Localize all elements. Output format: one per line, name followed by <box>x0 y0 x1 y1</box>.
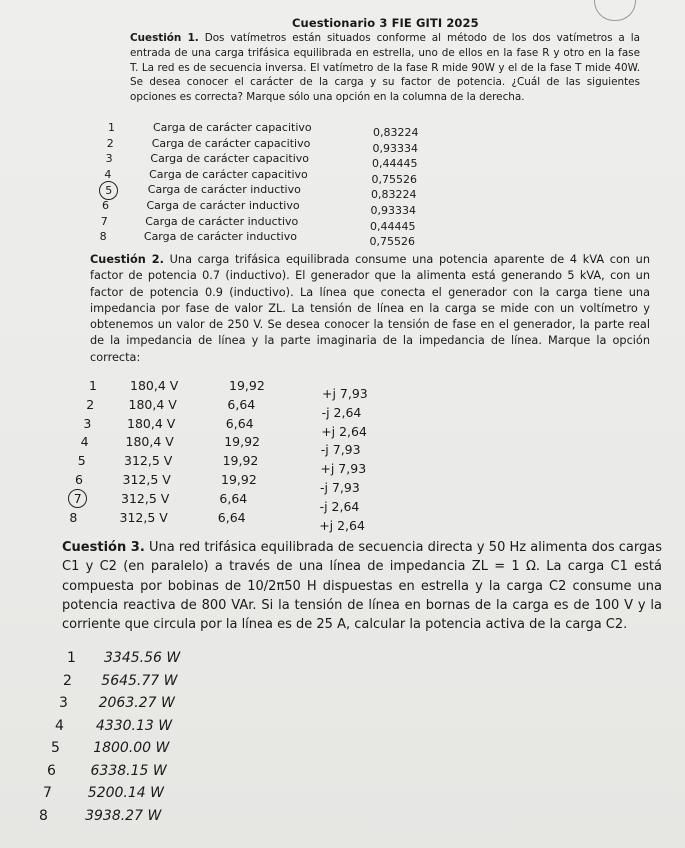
option-number: 7 <box>43 785 52 801</box>
option-number: 1 <box>108 121 115 134</box>
option-active-power: 6338.15 W <box>90 762 167 779</box>
option-power-factor: 0,93334 <box>372 141 418 155</box>
option-number: 5 <box>77 453 86 469</box>
option-phase-voltage: 180,4 V <box>125 434 174 450</box>
option-number: 4 <box>55 717 64 734</box>
option-number: 3 <box>105 152 113 166</box>
option-impedance-imag: -j 2,64 <box>319 498 360 514</box>
question-3-text <box>62 538 662 634</box>
option-number: 1 <box>67 650 76 666</box>
option-number: 4 <box>104 167 112 181</box>
option-number: 8 <box>99 230 107 244</box>
option-number: 7 <box>100 214 108 228</box>
option-power-factor: 0,93334 <box>370 204 416 217</box>
question-2-text <box>90 252 650 366</box>
option-phase-voltage: 312,5 V <box>119 509 168 525</box>
option-impedance-real: 19,92 <box>222 453 259 469</box>
option-impedance-real: 19,92 <box>221 472 257 487</box>
option-power-factor: 0,75526 <box>369 235 415 249</box>
option-phase-voltage: 180,4 V <box>128 396 177 412</box>
option-load-type: Carga de carácter inductivo <box>146 199 300 212</box>
option-impedance-imag: -j 7,93 <box>320 442 361 458</box>
pen-mark <box>594 0 636 21</box>
option-impedance-imag: +j 2,64 <box>321 423 367 439</box>
option-power-factor: 0,83224 <box>371 188 417 202</box>
option-number <box>99 181 118 200</box>
option-impedance-real: 6,64 <box>227 396 256 412</box>
option-active-power: 5645.77 W <box>101 672 178 689</box>
option-impedance-imag: +j 7,93 <box>322 386 368 401</box>
option-impedance-real: 6,64 <box>217 509 246 525</box>
option-impedance-imag: +j 7,93 <box>320 461 367 477</box>
option-active-power: 2063.27 W <box>98 695 175 711</box>
question-1-text <box>130 31 640 105</box>
option-phase-voltage: 312,5 V <box>124 453 173 469</box>
option-number: 4 <box>80 434 89 450</box>
option-number: 6 <box>75 472 83 487</box>
question-1-body: Dos vatímetros están situados conforme al método de los dos vatímetros a la entrada de una carga trifásica equilibrada en estrella, uno de ellos en la fase R y otro en la fase T. La red es de secuencia inversa. El vatímetro de la fase R mide 90W y el de la fase T mide 40W. Se desea conocer el carácter de la carga y su factor de potencia. ¿Cuál de las siguientes opciones es correcta? Marque sólo una opción en la columna de la derecha. <box>130 32 640 104</box>
option-phase-voltage: 312,5 V <box>121 490 170 506</box>
option-number: 6 <box>102 199 109 212</box>
option-power-factor: 0,75526 <box>371 172 417 186</box>
option-phase-voltage: 312,5 V <box>122 472 171 487</box>
option-number: 3 <box>59 695 68 711</box>
option-active-power: 3938.27 W <box>85 807 162 824</box>
question-1-heading: Cuestión 1. <box>130 32 199 44</box>
option-load-type: Carga de carácter capacitivo <box>150 152 310 166</box>
option-impedance-real: 19,92 <box>229 378 265 393</box>
option-impedance-real: 19,92 <box>224 434 260 450</box>
option-number: 8 <box>39 807 48 824</box>
option-number: 6 <box>47 762 56 779</box>
option-active-power: 4330.13 W <box>95 717 173 734</box>
option-power-factor: 0,83224 <box>373 126 419 139</box>
option-active-power: 3345.56 W <box>104 650 181 666</box>
option-impedance-imag: +j 2,64 <box>319 517 365 533</box>
option-phase-voltage: 180,4 V <box>127 415 176 431</box>
question-3-body: Una red trifásica equilibrada de secuencia directa y 50 Hz alimenta dos cargas C1 y C2 (en paralelo) a través de una línea de impedancia ZL = 1 Ω. La carga C1 está compuesta por bobinas de 10/2π50 H dispuestas en estrella y la carga C2 consume una potencia reactiva de 800 VAr. Si la tensión de línea en bornas de la carga es de 100 V y la corriente que circula por la línea es de 25 A, calcular la potencia activa de la carga C2. <box>62 540 662 633</box>
option-phase-voltage: 180,4 V <box>130 378 179 393</box>
circled-answer-mark: 7 <box>68 489 87 508</box>
option-power-factor: 0,44445 <box>370 219 416 233</box>
option-number: 5 <box>51 740 60 756</box>
option-number: 2 <box>86 396 95 412</box>
option-impedance-imag: -j 2,64 <box>321 404 362 420</box>
page-title: Cuestionario 3 FIE GITI 2025 <box>292 16 479 30</box>
option-load-type: Carga de carácter capacitivo <box>149 167 308 181</box>
option-number: 3 <box>83 415 92 431</box>
option-active-power: 5200.14 W <box>87 785 164 801</box>
option-load-type: Carga de carácter capacitivo <box>153 121 312 134</box>
option-impedance-real: 6,64 <box>219 490 248 506</box>
option-load-type: Carga de carácter capacitivo <box>151 136 311 150</box>
question-2-body: Una carga trifásica equilibrada consume una potencia aparente de 4 kVA con un factor de potencia 0.7 (inductivo). El generador que la alimenta está generando 5 kVA, con un factor de potencia 0.9 (inductivo). La línea que conecta el generador con la carga tiene una impedancia por fase de valor ZL. La tensión de línea en la carga se mide con un voltímetro y obtenemos un valor de 250 V. Se desea conocer la tensión de fase en el generador, la parte real de la impedancia de línea y la parte imaginaria de la impedancia de línea. Marque la opción correcta: <box>90 253 650 364</box>
option-load-type: Carga de carácter inductivo <box>143 230 297 244</box>
question-2-heading: Cuestión 2. <box>90 253 164 266</box>
option-number: 8 <box>69 509 78 525</box>
question-3-heading: Cuestión 3. <box>62 540 145 555</box>
option-power-factor: 0,44445 <box>372 157 418 171</box>
circled-answer-mark: 5 <box>99 181 118 200</box>
option-impedance-real: 6,64 <box>225 415 254 431</box>
option-load-type: Carga de carácter inductivo <box>145 214 299 228</box>
option-number: 1 <box>89 378 97 393</box>
option-load-type: Carga de carácter inductivo <box>147 183 301 197</box>
option-active-power: 1800.00 W <box>93 740 170 756</box>
option-number: 2 <box>106 136 114 150</box>
option-number <box>68 489 87 508</box>
option-number: 2 <box>63 672 72 689</box>
option-impedance-imag: -j 7,93 <box>320 480 360 495</box>
